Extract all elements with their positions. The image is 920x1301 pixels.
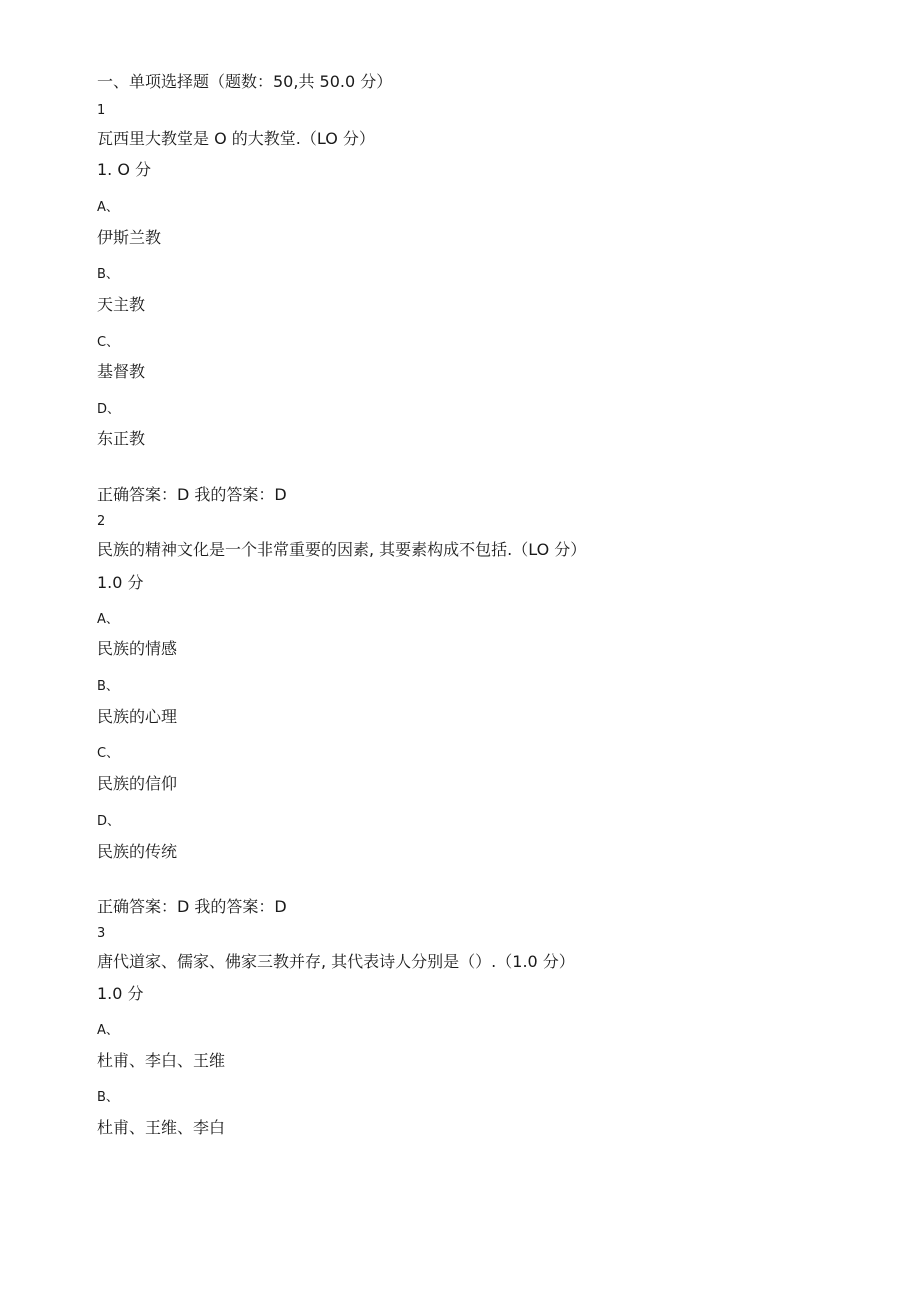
option-letter: C、 [97,335,120,350]
option-text: 伊斯兰教 [97,228,162,247]
question-score: 1.0 分 [97,573,144,592]
option-text: 民族的心理 [97,707,178,726]
option-letter: D、 [97,814,121,829]
option-text: 杜甫、王维、李白 [97,1118,226,1137]
option-text: 东正教 [97,429,146,448]
question-score: 1.0 分 [97,984,144,1003]
answer-line: 正确答案：D 我的答案：D [97,485,287,504]
question-number: 3 [97,926,106,941]
option-text: 基督教 [97,362,146,381]
option-text: 天主教 [97,295,146,314]
option-letter: B、 [97,267,119,282]
option-letter: D、 [97,402,121,417]
option-text: 民族的情感 [97,639,178,658]
option-letter: C、 [97,746,120,761]
section-title: 一、单项选择题（题数：50,共 50.0 分） [97,72,393,91]
option-text: 民族的信仰 [97,774,178,793]
option-text: 杜甫、李白、王维 [97,1051,226,1070]
option-text: 民族的传统 [97,842,178,861]
question-number: 1 [97,103,106,118]
option-letter: B、 [97,1090,119,1105]
question-stem: 瓦西里大教堂是 O 的大教堂.（LO 分） [97,129,375,148]
option-letter: A、 [97,200,119,215]
answer-line: 正确答案：D 我的答案：D [97,897,287,916]
option-letter: A、 [97,1023,119,1038]
option-letter: B、 [97,679,119,694]
question-score: 1. O 分 [97,160,152,179]
question-number: 2 [97,514,106,529]
question-stem: 唐代道家、儒家、佛家三教并存, 其代表诗人分别是（）.（1.0 分） [97,952,575,971]
question-stem: 民族的精神文化是一个非常重要的因素, 其要素构成不包括.（LO 分） [97,540,587,559]
option-letter: A、 [97,612,119,627]
